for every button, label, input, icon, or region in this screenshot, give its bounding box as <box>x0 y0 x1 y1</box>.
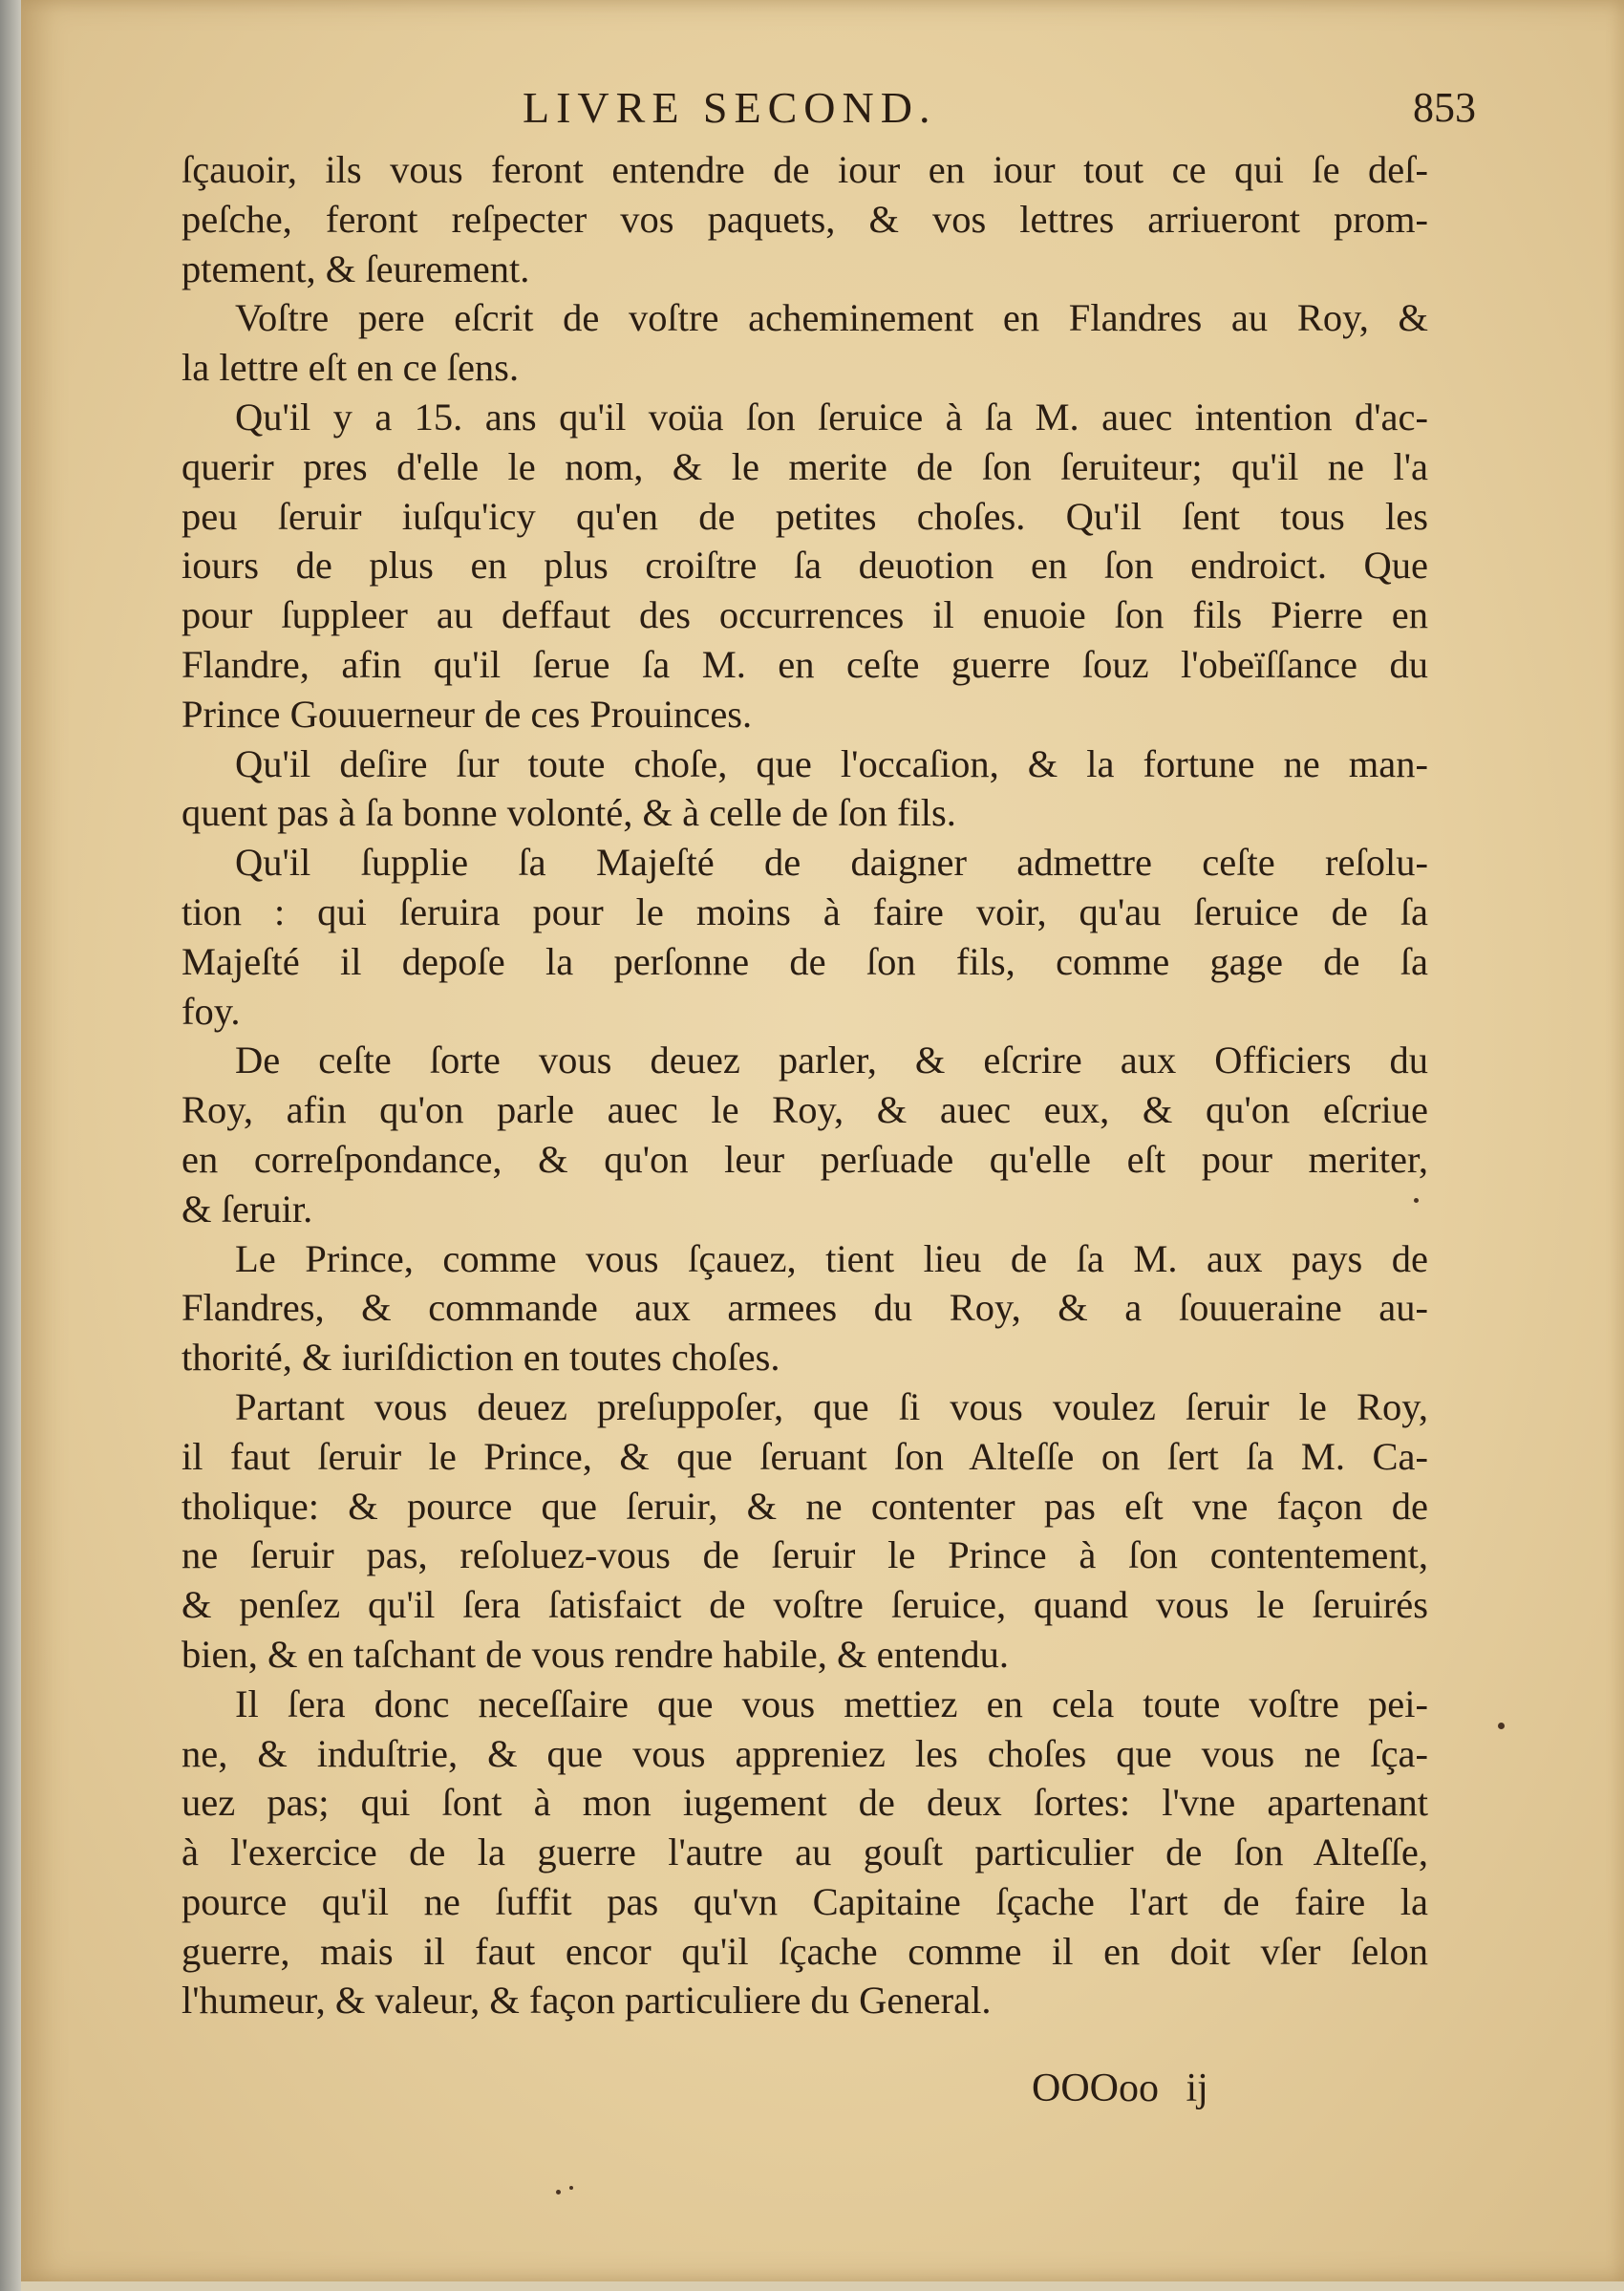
text-line: Majeſté il depoſe la perſonne de ſon fils, comme gage de ſa <box>182 939 1428 983</box>
text-line: Qu'il ſupplie ſa Majeſté de daigner admettre ceſte reſolu- <box>235 841 1428 885</box>
text-line: Le Prince, comme vous ſçauez, tient lieu de ſa M. aux pays de <box>235 1236 1428 1280</box>
text-line: en correſpondance, & qu'on leur perſuade qu'elle eſt pour meriter, <box>182 1137 1428 1181</box>
ink-speck <box>1414 1198 1419 1203</box>
running-title: LIVRE SECOND. <box>523 83 937 132</box>
ink-speck <box>1498 1723 1505 1729</box>
text-line: Partant vous deuez preſuppoſer, que ſi vous voulez ſeruir le Roy, <box>235 1384 1428 1428</box>
text-line: Flandres, & commande aux armees du Roy, & a ſouueraine au- <box>182 1286 1428 1330</box>
text-line: ne, & induſtrie, & que vous appreniez les choſes que vous ne ſça- <box>182 1731 1428 1775</box>
text-line: querir pres d'elle le nom, & le merite de ſon ſeruiteur; qu'il ne l'a <box>182 444 1428 488</box>
text-line: la lettre eſt en ce ſens. <box>182 346 520 390</box>
ink-speck <box>556 2190 561 2195</box>
text-line: l'humeur, & valeur, & façon particuliere du General. <box>182 1979 992 2023</box>
text-line: Roy, afin qu'on parle auec le Roy, & auec eux, & qu'on eſcriue <box>182 1088 1428 1132</box>
ink-speck <box>569 2186 573 2190</box>
text-line: thorité, & iuriſdiction en toutes choſes. <box>182 1336 780 1380</box>
text-line: peu ſeruir iuſqu'icy qu'en de petites choſes. Qu'il ſent tous les <box>182 494 1428 538</box>
text-line: foy. <box>182 989 241 1033</box>
text-line: tion : qui ſeruira pour le moins à faire voir, qu'au ſeruice de ſa <box>182 889 1428 933</box>
text-line: tholique: & pource que ſeruir, & ne contenter pas eſt vne façon de <box>182 1484 1428 1528</box>
text-line: bien, & en taſchant de vous rendre habile, & entendu. <box>182 1632 1009 1676</box>
text-line: guerre, mais il faut encor qu'il ſçache comme il en doit vſer ſelon <box>182 1929 1428 1973</box>
text-line: Flandre, afin qu'il ſerue ſa M. en ceſte guerre ſouz l'obeïſſance du <box>182 642 1428 686</box>
book-page <box>21 0 1624 2281</box>
text-line: Qu'il y a 15. ans qu'il voüa ſon ſeruice à ſa M. auec intention d'ac- <box>235 395 1428 439</box>
text-line: De ceſte ſorte vous deuez parler, & eſcrire aux Officiers du <box>235 1038 1428 1082</box>
text-line: pour ſuppleer au deffaut des occurrences il enuoie ſon fils Pierre en <box>182 593 1428 637</box>
page-header <box>174 75 1476 141</box>
text-line: Qu'il deſire ſur toute choſe, que l'occaſion, & la fortune ne man- <box>235 741 1428 785</box>
text-line: Prince Gouuerneur de ces Prouinces. <box>182 692 753 736</box>
text-line: quent pas à ſa bonne volonté, & à celle de ſon fils. <box>182 791 956 835</box>
text-line: ptement, & ſeurement. <box>182 246 530 290</box>
text-line: Il ſera donc neceſſaire que vous mettiez en cela toute voſtre pei- <box>235 1681 1428 1725</box>
text-line: pource qu'il ne ſuffit pas qu'vn Capitaine ſçache l'art de faire la <box>182 1879 1428 1923</box>
body-text <box>182 145 1428 2025</box>
text-line: iours de plus en plus croiſtre ſa deuotion en ſon endroict. Que <box>182 544 1428 588</box>
text-line: il faut ſeruir le Prince, & que ſeruant ſon Alteſſe on ſert ſa M. Ca- <box>182 1434 1428 1478</box>
text-line: & penſez qu'il ſera ſatisfaict de voſtre ſeruice, quand vous le ſeruirés <box>182 1583 1428 1627</box>
text-line: peſche, feront reſpecter vos paquets, & vos lettres arriueront prom- <box>182 197 1428 241</box>
text-line: Voſtre pere eſcrit de voſtre acheminement en Flandres au Roy, & <box>235 296 1428 340</box>
signature-mark: OOOoo ij <box>1032 2066 1208 2110</box>
page-number: 853 <box>1413 84 1476 131</box>
text-line: à l'exercice de la guerre l'autre au gouſt particulier de ſon Alteſſe, <box>182 1831 1428 1874</box>
text-line: ne ſeruir pas, reſoluez-vous de ſeruir le Prince à ſon contentement, <box>182 1533 1428 1577</box>
text-line: & ſeruir. <box>182 1187 313 1231</box>
binding-edge <box>0 0 21 2291</box>
text-line: ſçauoir, ils vous feront entendre de iour en iour tout ce qui ſe deſ- <box>182 148 1428 191</box>
text-line: uez pas; qui ſont à mon iugement de deux ſortes: l'vne apartenant <box>182 1781 1428 1825</box>
